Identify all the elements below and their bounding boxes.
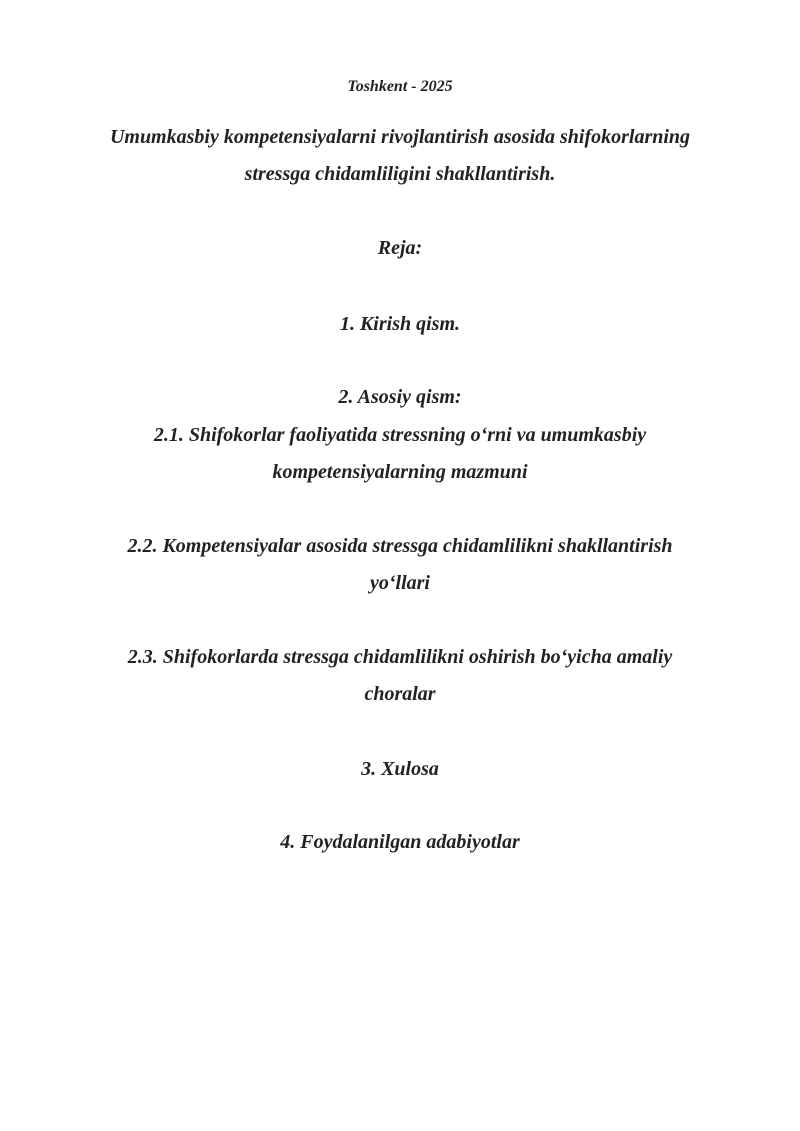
plan-item-2-2-line-2: yo‘llari <box>370 572 430 594</box>
plan-item-2-3-line-1: 2.3. Shifokorlarda stressga chidamlilikni oshirish bo‘yicha amaliy <box>127 646 673 668</box>
city-year: Toshkent - 2025 <box>347 78 453 95</box>
plan-item-2-3-line-2: choralar <box>364 683 436 705</box>
plan-item-2-2-line-1: 2.2. Kompetensiyalar asosida stressga chidamlilikni shakllantirish <box>127 535 673 557</box>
plan-item-2-1-line-1: 2.1. Shifokorlar faoliyatida stressning o‘rni va umumkasbiy <box>153 424 647 446</box>
plan-item-intro: 1. Kirish qism. <box>339 313 461 335</box>
plan-item-conclusion: 3. Xulosa <box>361 758 439 780</box>
plan-heading: Reja: <box>377 237 423 259</box>
plan-item-references: 4. Foydalanilgan adabiyotlar <box>280 831 520 853</box>
plan-item-2-1-line-2: kompetensiyalarning mazmuni <box>272 461 528 483</box>
plan-item-main: 2. Asosiy qism: <box>338 386 462 408</box>
document-title-line-2: stressga chidamliligini shakllantirish. <box>244 163 556 185</box>
document-title-line-1: Umumkasbiy kompetensiyalarni rivojlantirish asosida shifokorlarning <box>109 126 691 148</box>
